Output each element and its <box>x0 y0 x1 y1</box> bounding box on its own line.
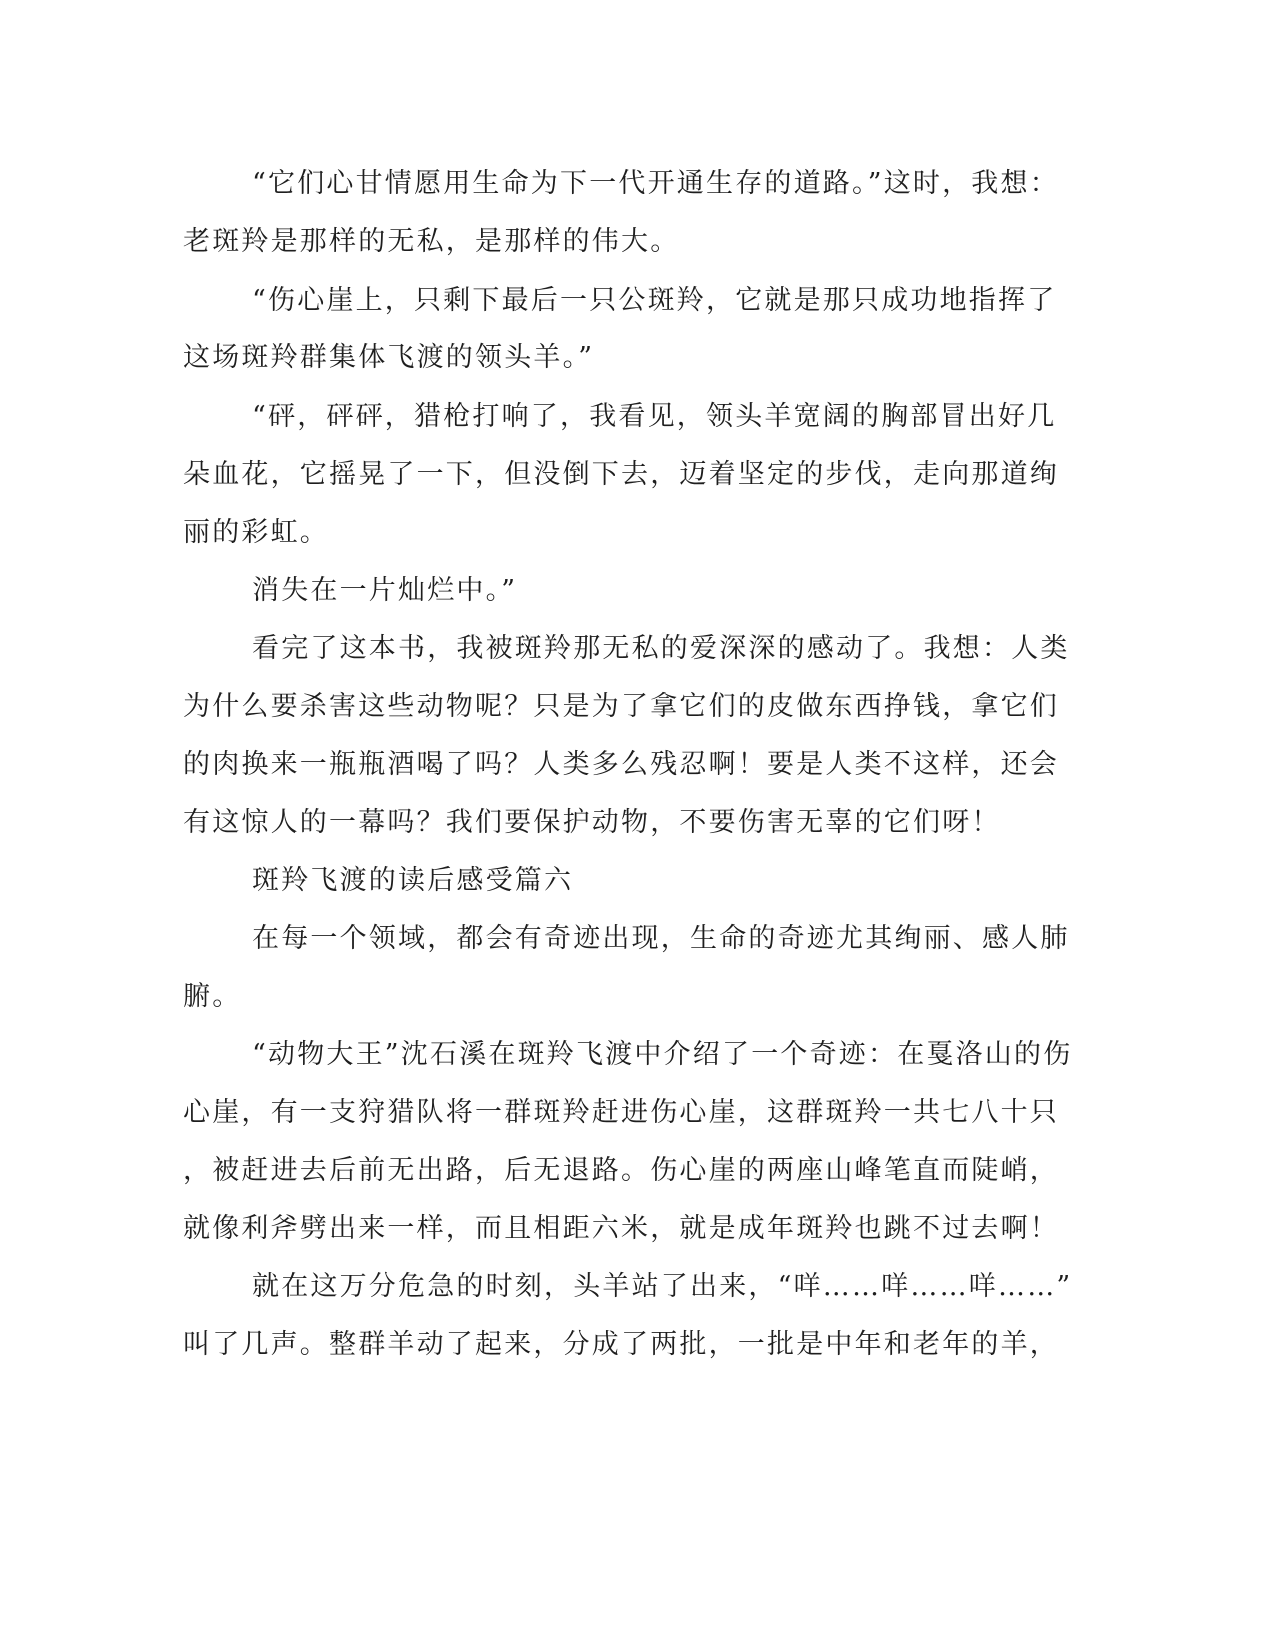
text-line: 就像利斧劈出来一样，而且相距六米，就是成年斑羚也跳不过去啊！ <box>183 1213 1059 1244</box>
text-line: “它们心甘情愿用生命为下一代开通生存的道路。”这时，我想： <box>252 168 1059 199</box>
text-line: 的肉换来一瓶瓶酒喝了吗？人类多么残忍啊！要是人类不这样，还会 <box>183 749 1059 780</box>
text-line: 看完了这本书，我被斑羚那无私的爱深深的感动了。我想：人类 <box>252 633 1070 664</box>
text-line: 朵血花，它摇晃了一下，但没倒下去，迈着坚定的步伐，走向那道绚 <box>183 459 1059 490</box>
text-line: 腑。 <box>183 981 242 1012</box>
text-line: 叫了几声。整群羊动了起来，分成了两批，一批是中年和老年的羊， <box>183 1329 1059 1360</box>
text-line: 就在这万分危急的时刻，头羊站了出来，“咩……咩……咩……” <box>252 1271 1073 1302</box>
section-heading: 斑羚飞渡的读后感受篇六 <box>252 865 574 896</box>
text-line: 这场斑羚群集体飞渡的领头羊。” <box>183 342 595 373</box>
text-line: 心崖，有一支狩猎队将一群斑羚赶进伤心崖，这群斑羚一共七八十只 <box>183 1097 1059 1128</box>
text-line: 老斑羚是那样的无私，是那样的伟大。 <box>183 226 680 257</box>
text-line: ，被赶进去后前无出路，后无退路。伤心崖的两座山峰笔直而陡峭， <box>183 1155 1059 1186</box>
text-line: “伤心崖上，只剩下最后一只公斑羚，它就是那只成功地指挥了 <box>252 285 1057 316</box>
text-line: 丽的彩虹。 <box>183 517 329 548</box>
text-line: 有这惊人的一幕吗？我们要保护动物，不要伤害无辜的它们呀！ <box>183 807 1001 838</box>
text-line: 在每一个领域，都会有奇迹出现，生命的奇迹尤其绚丽、感人肺 <box>252 923 1070 954</box>
text-line: “动物大王”沈石溪在斑羚飞渡中介绍了一个奇迹：在戛洛山的伤 <box>252 1039 1073 1070</box>
text-line: 消失在一片灿烂中。” <box>252 575 518 606</box>
text-line: 为什么要杀害这些动物呢？只是为了拿它们的皮做东西挣钱，拿它们 <box>183 691 1059 722</box>
text-line: “砰，砰砰，猎枪打响了，我看见，领头羊宽阔的胸部冒出好几 <box>252 401 1057 432</box>
